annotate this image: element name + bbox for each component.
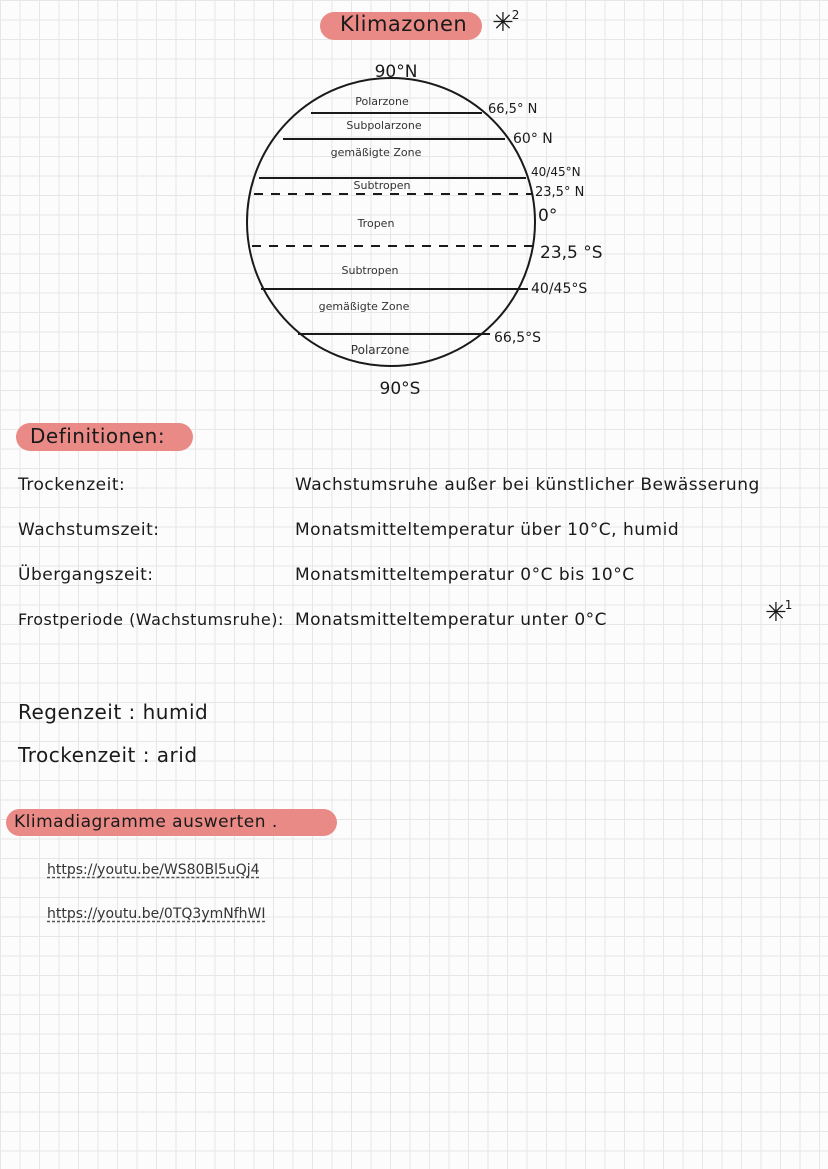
page-title: Klimazonen xyxy=(340,12,468,36)
zone-label: gemäßigte Zone xyxy=(318,300,410,313)
definition-text: Monatsmitteltemperatur unter 0°C xyxy=(295,610,608,630)
zone-label: Polarzone xyxy=(355,95,409,108)
zone-label: gemäßigte Zone xyxy=(330,146,422,159)
definition-term: Übergangszeit: xyxy=(18,565,154,585)
zone-label: Tropen xyxy=(357,217,395,230)
north-pole-label: 90°N xyxy=(374,62,418,82)
zone-label: Polarzone xyxy=(350,343,410,357)
definition-term: Frostperiode (Wachstumsruhe): xyxy=(18,610,284,629)
asterisk-1-icon xyxy=(765,598,794,628)
zone-label: Subtropen xyxy=(341,264,399,277)
climate-zone-globe xyxy=(0,0,828,410)
youtube-link-1[interactable]: https://youtu.be/WS80Bl5uQj4 xyxy=(47,862,260,878)
latitude-label: 40/45°N xyxy=(531,165,581,179)
zone-label: Subtropen xyxy=(353,179,411,192)
asterisk-glyph: ✳ xyxy=(492,8,514,38)
asterisk-superscript: 2 xyxy=(511,8,520,22)
regenzeit-note: Regenzeit : humid xyxy=(18,700,209,724)
definition-term: Trockenzeit: xyxy=(18,475,126,495)
latitude-label: 66,5° N xyxy=(488,102,538,117)
latitude-label: 0° xyxy=(538,206,558,226)
latitude-label: 60° N xyxy=(513,131,553,147)
definition-text: Wachstumsruhe außer bei künstlicher Bewässerung xyxy=(295,475,760,495)
definition-text: Monatsmitteltemperatur 0°C bis 10°C xyxy=(295,565,635,585)
asterisk-glyph: ✳ xyxy=(765,598,787,628)
definition-term: Wachstumszeit: xyxy=(18,520,160,540)
trockenzeit-note: Trockenzeit : arid xyxy=(18,743,198,767)
definitions-heading: Definitionen: xyxy=(30,424,166,448)
zone-label: Subpolarzone xyxy=(346,119,422,132)
definition-text: Monatsmitteltemperatur über 10°C, humid xyxy=(295,520,680,540)
latitude-label: 23,5° N xyxy=(535,185,585,200)
latitude-label: 23,5 °S xyxy=(540,243,603,263)
south-pole-label: 90°S xyxy=(379,379,421,399)
latitude-label: 66,5°S xyxy=(494,330,542,346)
latitude-label: 40/45°S xyxy=(531,281,588,297)
youtube-link-2[interactable]: https://youtu.be/0TQ3ymNfhWI xyxy=(47,906,266,922)
asterisk-superscript: 1 xyxy=(784,598,793,612)
diagrams-heading: Klimadiagramme auswerten . xyxy=(14,812,278,832)
